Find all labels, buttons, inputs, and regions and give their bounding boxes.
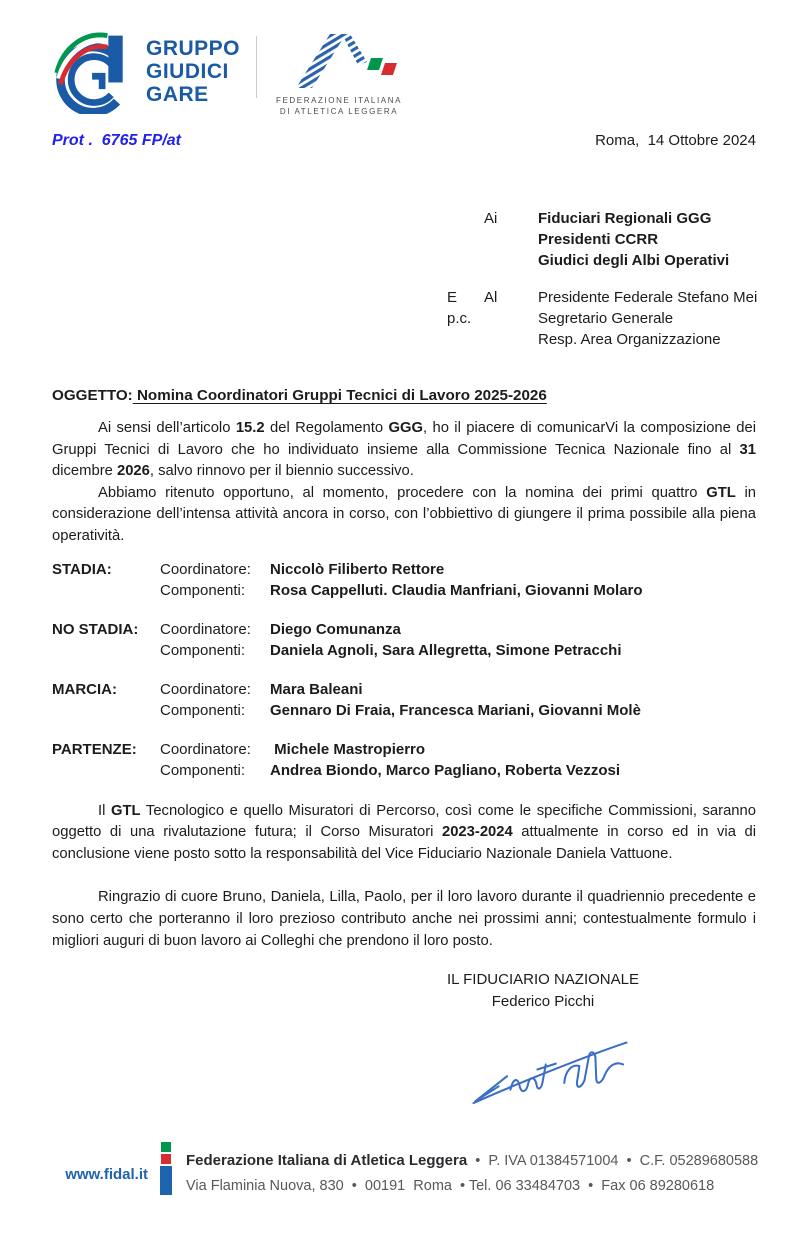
gtl-section-no-stadia [52,619,756,662]
gtl-section-marcia [52,679,756,722]
coordinator-name: Mara Baleani [270,680,363,698]
ggg-wordmark-line3: GARE [146,82,209,106]
logo-divider [256,36,257,98]
footer-address: Via Flaminia Nuova, 830 • 00191 Roma • Tel. 06 33484703 • Fax 06 89280618 [186,1178,715,1194]
coordinator-label: Coordinatore: [160,680,251,698]
recipient-to-salutation: Ai [484,210,498,227]
gtl-label: STADIA: [52,560,112,578]
paragraph-3: Il GTL Tecnologico e quello Misuratori di Percorso, così come le specifiche Commissioni, saranno oggetto di una rivalutazione futura; il Corso Misuratori 2023-2024 attualmente in corso ed in via di conclusione viene posto sotto la responsabilità del Vice Fiduciario Nazionale Daniela Vattuone. [52,802,756,862]
components-names: Gennaro Di Fraia, Francesca Mariani, Giovanni Molè [270,702,641,720]
recipient-to-block [447,208,757,271]
spacer [52,580,160,602]
recipient-cc-salutation: Al [484,289,498,306]
fidal-mark-icon [275,32,409,118]
green-block [161,1142,171,1152]
coordinator-name: Diego Comunanza [270,620,401,638]
footer-org-name: Federazione Italiana di Atletica Leggera [186,1152,468,1169]
recipient-to-lines [538,208,757,271]
recipient-line: Segretario Generale [538,310,674,327]
letter-body [52,385,756,1112]
signature-name: Federico Picchi [491,993,595,1011]
fidal-logo [275,32,409,123]
coordinator-name: Niccolò Filiberto Rettore [270,560,445,578]
recipient-cc-lines [538,287,757,350]
footer-line1 [186,1148,758,1174]
gtl-label: MARCIA: [52,680,117,698]
footer-fiscal-info: • P. IVA 01384571004 • C.F. 05289680588 [467,1153,759,1169]
components-names: Daniela Agnoli, Sara Allegretta, Simone Petracchi [270,642,622,660]
website-link[interactable]: www.fidal.it [65,1166,148,1183]
coordinator-label: Coordinatore: [160,620,251,638]
components-names: Rosa Cappelluti. Claudia Manfriani, Giovanni Molaro [270,582,643,600]
paragraph-2: Abbiamo ritenuto opportuno, al momento, procedere con la nomina dei primi quattro GTL in considerazione dell’intensa attività ancora in corso, con l’obbiettivo di giungere il prima possibile alla piena operatività. [52,484,756,544]
gtl-section-stadia [52,559,756,602]
spacer [52,640,160,662]
place-date: Roma, 14 Ottobre 2024 [595,132,756,149]
components-label: Componenti: [160,582,246,600]
recipient-line: Presidente Federale Stefano Mei [538,289,758,306]
recipient-to-prefix [447,208,484,271]
recipient-line: Resp. Area Organizzazione [538,331,721,348]
recipient-line: Giudici degli Albi Operativi [538,252,730,269]
signature-block [403,969,683,1013]
components-label: Componenti: [160,762,246,780]
ggg-mark-icon [50,28,138,114]
signature-ink [460,1027,645,1112]
recipient-cc-prefix: E p.c. [447,289,472,327]
header [50,28,409,123]
gtl-label: NO STADIA: [52,620,139,638]
coordinator-label: Coordinatore: [160,560,251,578]
coordinator-label: Coordinatore: [160,740,251,758]
gtl-label: PARTENZE: [52,740,137,758]
gtl-section-partenze [52,739,756,782]
spacer [52,760,160,782]
footer-text [186,1140,758,1199]
gtl-list [52,559,756,782]
paragraph-4: Ringrazio di cuore Bruno, Daniela, Lilla, Paolo, per il loro lavoro durante il quadriennio precedente e sono certo che porteranno il loro prezioso contributo anche nei prossimi anni; contestualmente formulo i migliori auguri di buon lavoro ai Colleghi che prendono il loro posto. [52,889,756,949]
prot-row [52,132,756,150]
subject-label: OGGETTO: [52,387,133,404]
red-block [161,1154,171,1164]
recipient-cc-block [447,287,757,350]
components-label: Componenti: [160,642,246,660]
blue-block [160,1166,172,1195]
subject-text: Nomina Coordinatori Gruppi Tecnici di Lavoro 2025-2026 [132,387,547,404]
fidal-caption-line2: DI ATLETICA LEGGERA [279,107,399,116]
recipients [447,208,757,350]
paragraph-1: Ai sensi dell’articolo 15.2 del Regolamento GGG, ho il piacere di comunicarVi la composizione dei Gruppi Tecnici di Lavoro che ho individuato insieme alla Commissione Tecnica Nazionale fino al 31 dicembre 2026, salvo rinnovo per il biennio successivo. [52,420,756,480]
recipient-line: Presidenti CCRR [538,231,659,248]
ggg-wordmark-line2: GIUDICI [146,59,229,83]
signature-title: IL FIDUCIARIO NAZIONALE [447,971,639,989]
ggg-logo [50,28,240,114]
coordinator-name: Michele Mastropierro [270,740,426,758]
fidal-caption-line1: FEDERAZIONE ITALIANA [275,96,403,105]
ggg-wordmark [146,37,240,106]
spacer [52,700,160,722]
footer [62,1140,758,1199]
recipient-line: Fiduciari Regionali GGG [538,210,712,227]
components-label: Componenti: [160,702,246,720]
subject-line [52,385,756,407]
protocol-number: Prot . 6765 FP/at [52,132,181,149]
handwritten-signature-icon [460,1027,645,1112]
components-names: Andrea Biondo, Marco Pagliano, Roberta Vezzosi [270,762,621,780]
ggg-wordmark-line1: GRUPPO [146,36,241,60]
opening-paragraphs [52,418,756,548]
tricolor-bar-icon [160,1142,172,1195]
